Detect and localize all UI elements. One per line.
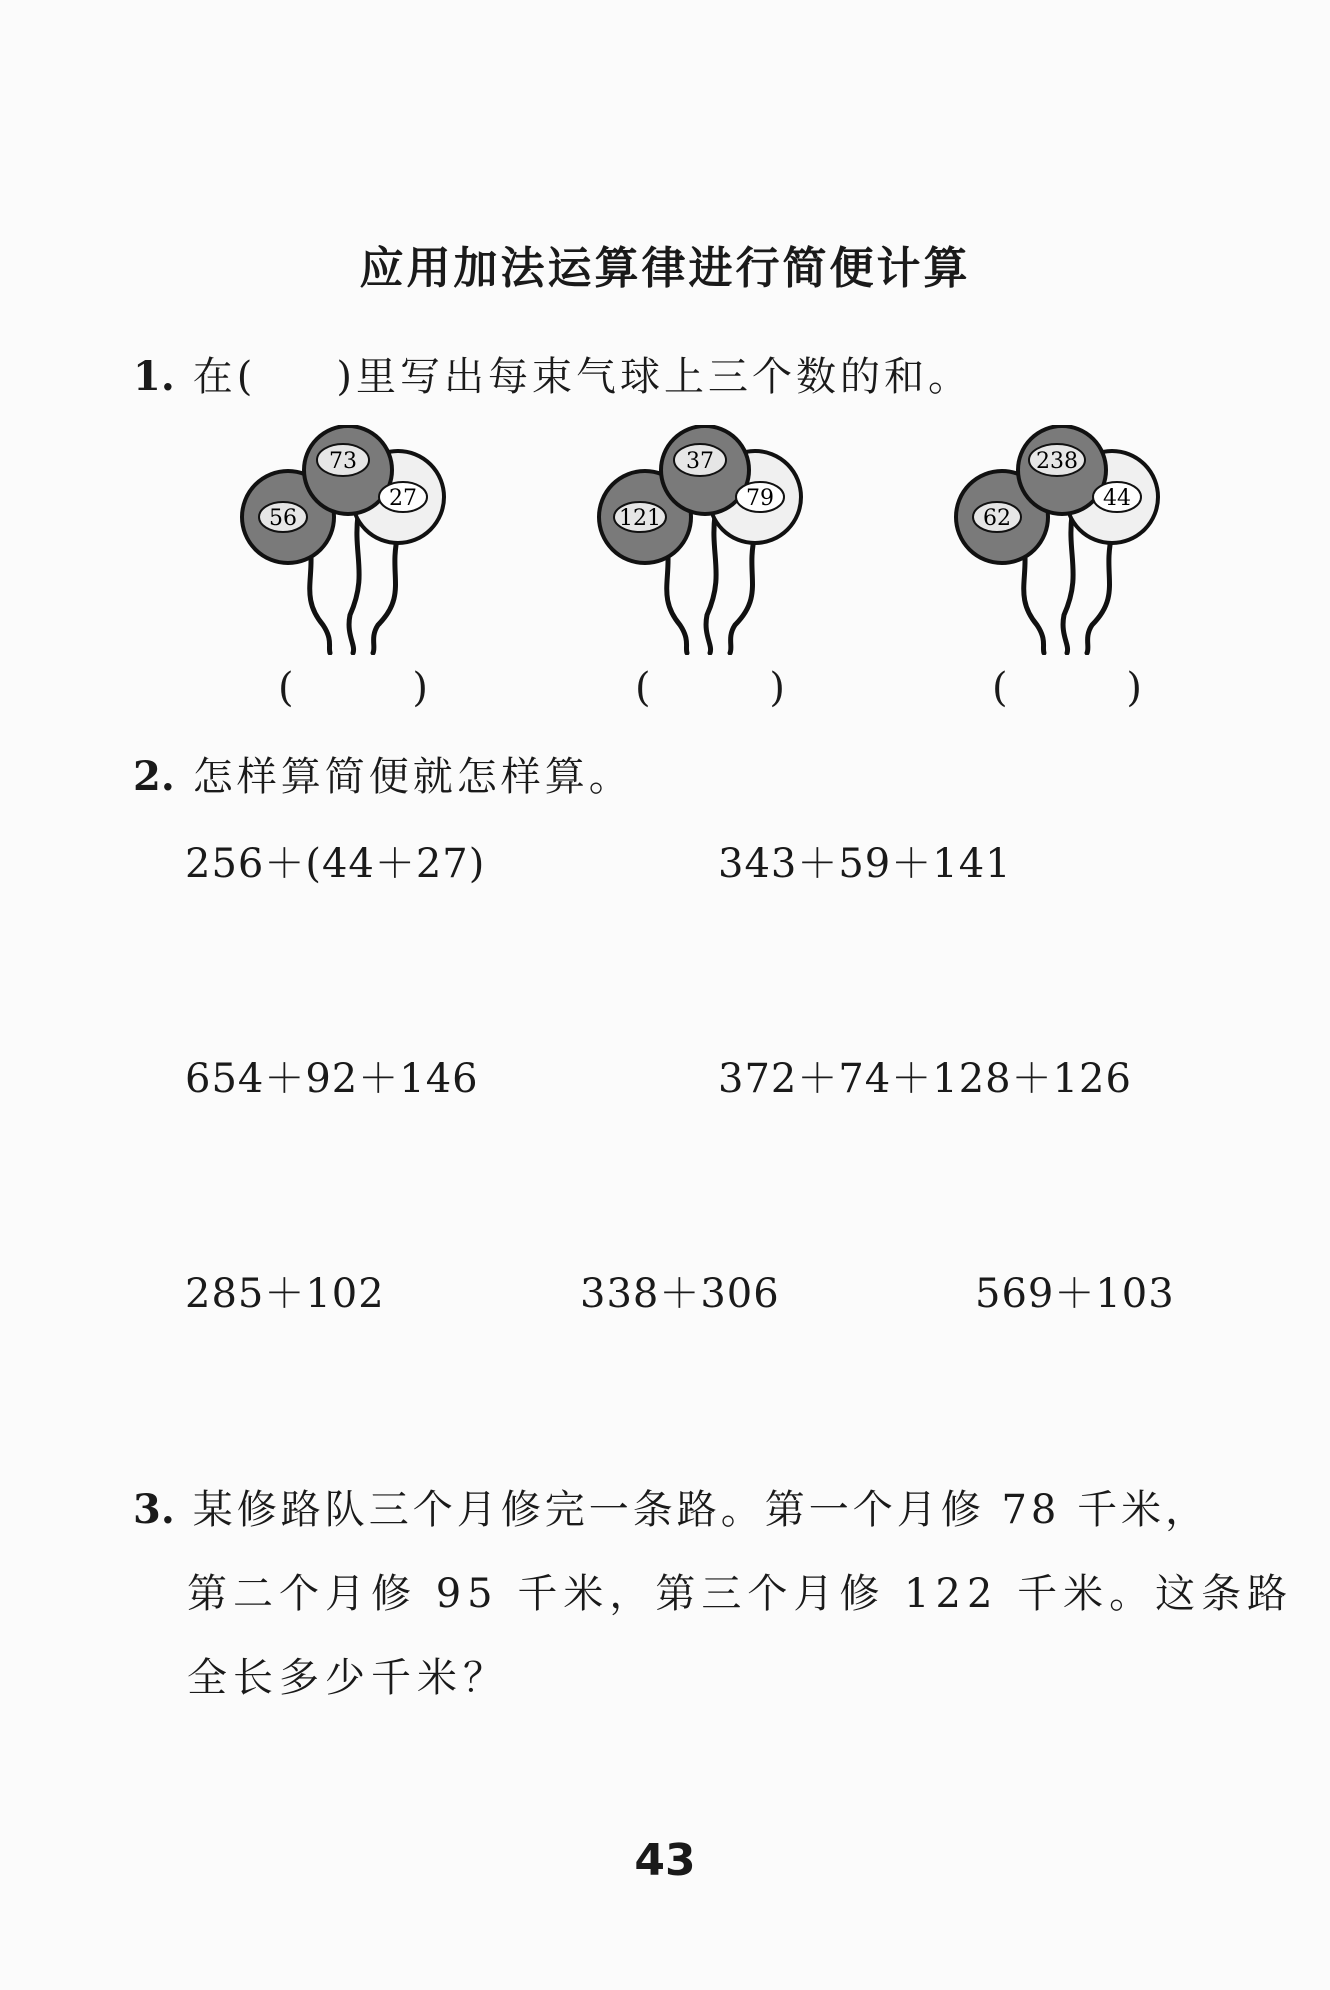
question-1-text-after: )里写出每束气球上三个数的和。 xyxy=(336,354,972,400)
question-2 xyxy=(133,745,633,802)
expression-3: 654＋92＋146 xyxy=(185,1056,479,1102)
answer-blank-1[interactable] xyxy=(278,665,428,711)
balloon-top-number: 37 xyxy=(686,449,714,474)
question-3 xyxy=(133,1478,1209,1535)
question-3-line-1: 某修路队三个月修完一条路。第一个月修 78 千米， xyxy=(192,1487,1210,1533)
balloon-left-number: 56 xyxy=(269,506,297,531)
paren-open: ( xyxy=(278,665,294,711)
expression-5: 285＋102 xyxy=(185,1271,385,1317)
expression-1: 256＋(44＋27) xyxy=(185,841,486,887)
expression-7: 569＋103 xyxy=(975,1271,1175,1317)
question-1-number: 1. xyxy=(133,353,175,400)
balloon-bunch-icon xyxy=(595,425,835,655)
expression-6: 338＋306 xyxy=(580,1271,780,1317)
paren-close: ) xyxy=(412,665,428,711)
expression-4: 372＋74＋128＋126 xyxy=(718,1056,1132,1102)
paren-close: ) xyxy=(769,665,785,711)
balloon-top-number: 73 xyxy=(329,449,357,474)
question-3-line-2: 第二个月修 95 千米，第三个月修 122 千米。这条路 xyxy=(187,1571,1294,1617)
balloon-right-number: 27 xyxy=(389,486,417,511)
question-3-line-3: 全长多少千米？ xyxy=(187,1655,509,1701)
page-number: 43 xyxy=(634,1835,696,1886)
question-1-text-before: 在( xyxy=(192,354,257,400)
balloon-right-number: 79 xyxy=(746,486,774,511)
question-2-number: 2. xyxy=(133,753,175,800)
paren-close: ) xyxy=(1126,665,1142,711)
balloon-left-number: 62 xyxy=(983,506,1011,531)
balloon-group-1 xyxy=(238,425,478,725)
balloon-top-number: 238 xyxy=(1036,449,1078,474)
balloon-left-number: 121 xyxy=(619,506,661,531)
answer-blank-2[interactable] xyxy=(635,665,785,711)
balloon-group-3 xyxy=(952,425,1192,725)
paren-open: ( xyxy=(992,665,1008,711)
balloon-bunch-icon xyxy=(952,425,1192,655)
expression-2: 343＋59＋141 xyxy=(718,841,1012,887)
question-2-text: 怎样算简便就怎样算。 xyxy=(192,754,633,800)
answer-blank-3[interactable] xyxy=(992,665,1142,711)
balloon-bunch-icon xyxy=(238,425,478,655)
paren-open: ( xyxy=(635,665,651,711)
page-title: 应用加法运算律进行简便计算 xyxy=(359,243,971,294)
balloon-group-2 xyxy=(595,425,835,725)
question-3-number: 3. xyxy=(133,1486,175,1533)
balloon-right-number: 44 xyxy=(1103,486,1131,511)
balloon-groups xyxy=(0,425,1330,725)
question-1 xyxy=(133,345,972,402)
